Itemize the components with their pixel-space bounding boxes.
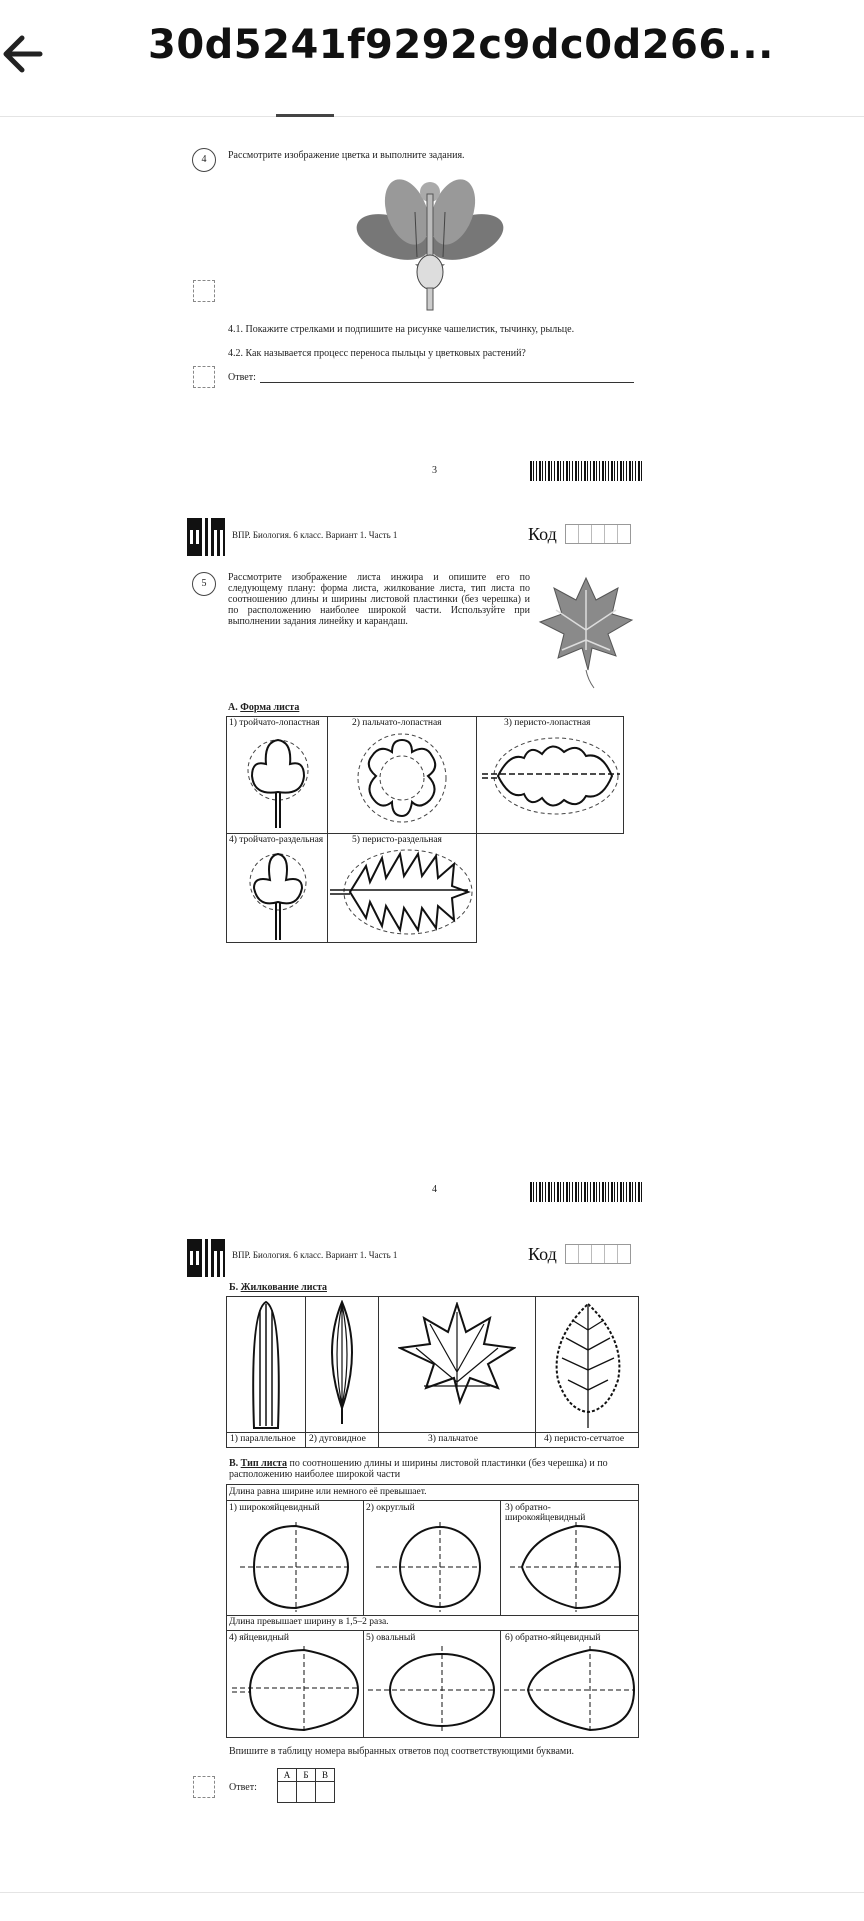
flower-image	[345, 172, 515, 312]
task4-q2: 4.2. Как называется процесс переноса пыльцы у цветковых растений?	[228, 348, 526, 359]
answer-cell-b[interactable]	[297, 1782, 316, 1803]
leaf-type-option-1: 1) широкояйцевидный	[229, 1503, 320, 1513]
sectionV-title: Тип листа	[240, 1458, 287, 1469]
sectionV-heading	[229, 1458, 637, 1480]
oval-leaf-icon	[366, 1646, 496, 1734]
kod-boxes	[565, 524, 631, 544]
answer-label: Ответ:	[229, 1782, 257, 1793]
answer-line	[260, 382, 634, 383]
sectionB-title: Жилкование листа	[240, 1282, 327, 1293]
shape-option-1: 1) тройчато-лопастная	[229, 718, 320, 728]
score-box	[193, 366, 215, 388]
trifoliate-lobed-leaf-icon	[236, 732, 320, 832]
pinnate-divided-leaf-icon	[330, 846, 474, 940]
leaf-type-group2-label: Длина превышает ширину в 1,5–2 раза.	[229, 1617, 389, 1627]
fig-leaf-image	[536, 570, 636, 690]
kod-boxes	[565, 1244, 631, 1264]
answer-instruction: Впишите в таблицу номера выбранных ответов под соответствующими буквами.	[229, 1746, 575, 1757]
palmate-lobed-leaf-icon	[348, 730, 456, 830]
task-number-4: 4	[192, 148, 216, 172]
sectionA-letter: А.	[228, 702, 238, 713]
shape-option-3: 3) перисто-лопастная	[504, 718, 591, 728]
sectionV-letter: В.	[229, 1458, 239, 1469]
obovate-leaf-icon	[504, 1646, 638, 1734]
task4-q1: 4.1. Покажите стрелками и подпишите на рисунке чашелистик, тычинку, рыльце.	[228, 324, 575, 335]
back-arrow-icon[interactable]	[0, 28, 60, 80]
obovate-broad-leaf-icon	[510, 1522, 630, 1612]
round-leaf-icon	[376, 1522, 488, 1612]
task5-intro: Рассмотрите изображение листа инжира и опишите его по следующему плану: форма листа, жилкование листа, тип листа по соотношению длины и ширины листовой пластинки (без черешка) и по расположению наиболее широкой части. Используйте при выполнении задания линейку и карандаш.	[228, 572, 530, 627]
broad-ovate-leaf-icon	[240, 1522, 352, 1612]
ovate-leaf-icon	[230, 1646, 360, 1734]
venation-option-1: 1) параллельное	[230, 1434, 296, 1444]
kod-label: Код	[528, 1244, 557, 1264]
divider	[226, 1615, 639, 1616]
shape-option-2: 2) пальчато-лопастная	[352, 718, 442, 728]
sectionB-heading	[229, 1282, 327, 1293]
task4-answer-label: Ответ:	[228, 372, 256, 383]
answer-cell-v[interactable]	[316, 1782, 335, 1803]
divider	[363, 1630, 364, 1738]
divider	[226, 1500, 639, 1501]
leaf-type-option-2: 2) округлый	[366, 1503, 415, 1513]
palmate-venation-leaf-icon	[398, 1302, 516, 1406]
answer-col-v: В	[316, 1769, 335, 1782]
sectionA-title: Форма листа	[240, 702, 300, 713]
pinnate-venation-leaf-icon	[548, 1300, 628, 1430]
trifoliate-divided-leaf-icon	[236, 848, 320, 942]
parallel-venation-leaf-icon	[246, 1300, 286, 1430]
venation-option-3: 3) пальчатое	[428, 1434, 478, 1444]
answer-cell-a[interactable]	[278, 1782, 297, 1803]
answer-col-b: Б	[297, 1769, 316, 1782]
barcode	[530, 1182, 644, 1202]
answer-col-a: А	[278, 1769, 297, 1782]
page-number: 3	[432, 465, 437, 476]
leaf-type-option-5: 5) овальный	[366, 1633, 416, 1643]
divider	[363, 1500, 364, 1615]
divider	[500, 1500, 501, 1615]
page-subject: ВПР. Биология. 6 класс. Вариант 1. Часть 1	[232, 1250, 398, 1260]
document-title: 30d5241f9292c9dc0d266...	[148, 22, 774, 68]
page-number: 4	[432, 1184, 437, 1195]
score-box	[193, 1776, 215, 1798]
leaf-type-group1-label: Длина равна ширине или немного её превышает.	[229, 1487, 427, 1497]
pinnate-lobed-leaf-icon	[480, 734, 622, 818]
leaf-type-option-6: 6) обратно-яйцевидный	[505, 1633, 601, 1643]
leaf-type-option-3: 3) обратно- широкояйцевидный	[505, 1503, 586, 1523]
page-subject: ВПР. Биология. 6 класс. Вариант 1. Часть 1	[232, 530, 398, 540]
score-box	[193, 280, 215, 302]
qr-code	[186, 1238, 226, 1278]
task-number-5: 5	[192, 572, 216, 596]
divider	[226, 1432, 639, 1433]
divider	[500, 1630, 501, 1738]
kod-label: Код	[528, 524, 557, 544]
sectionV-description: по соотношению длины и ширины листовой пластинки (без черешка) и по расположению наиболее широкой части	[229, 1458, 608, 1480]
sectionB-letter: Б.	[229, 1282, 239, 1293]
arcuate-venation-leaf-icon	[322, 1300, 362, 1426]
shape-option-4: 4) тройчато-раздельная	[229, 835, 324, 845]
answer-table	[277, 1768, 335, 1803]
divider	[226, 1630, 639, 1631]
qr-code	[186, 517, 226, 557]
sectionA-heading	[228, 702, 299, 713]
task4-intro: Рассмотрите изображение цветка и выполните задания.	[228, 150, 465, 161]
leaf-type-option-4: 4) яйцевидный	[229, 1633, 289, 1643]
venation-option-4: 4) перисто-сетчатое	[544, 1434, 625, 1444]
tab-indicator	[276, 114, 334, 117]
barcode	[530, 461, 644, 481]
venation-option-2: 2) дуговидное	[309, 1434, 366, 1444]
shape-option-5: 5) перисто-раздельная	[352, 835, 442, 845]
bottom-bar	[0, 1892, 864, 1921]
